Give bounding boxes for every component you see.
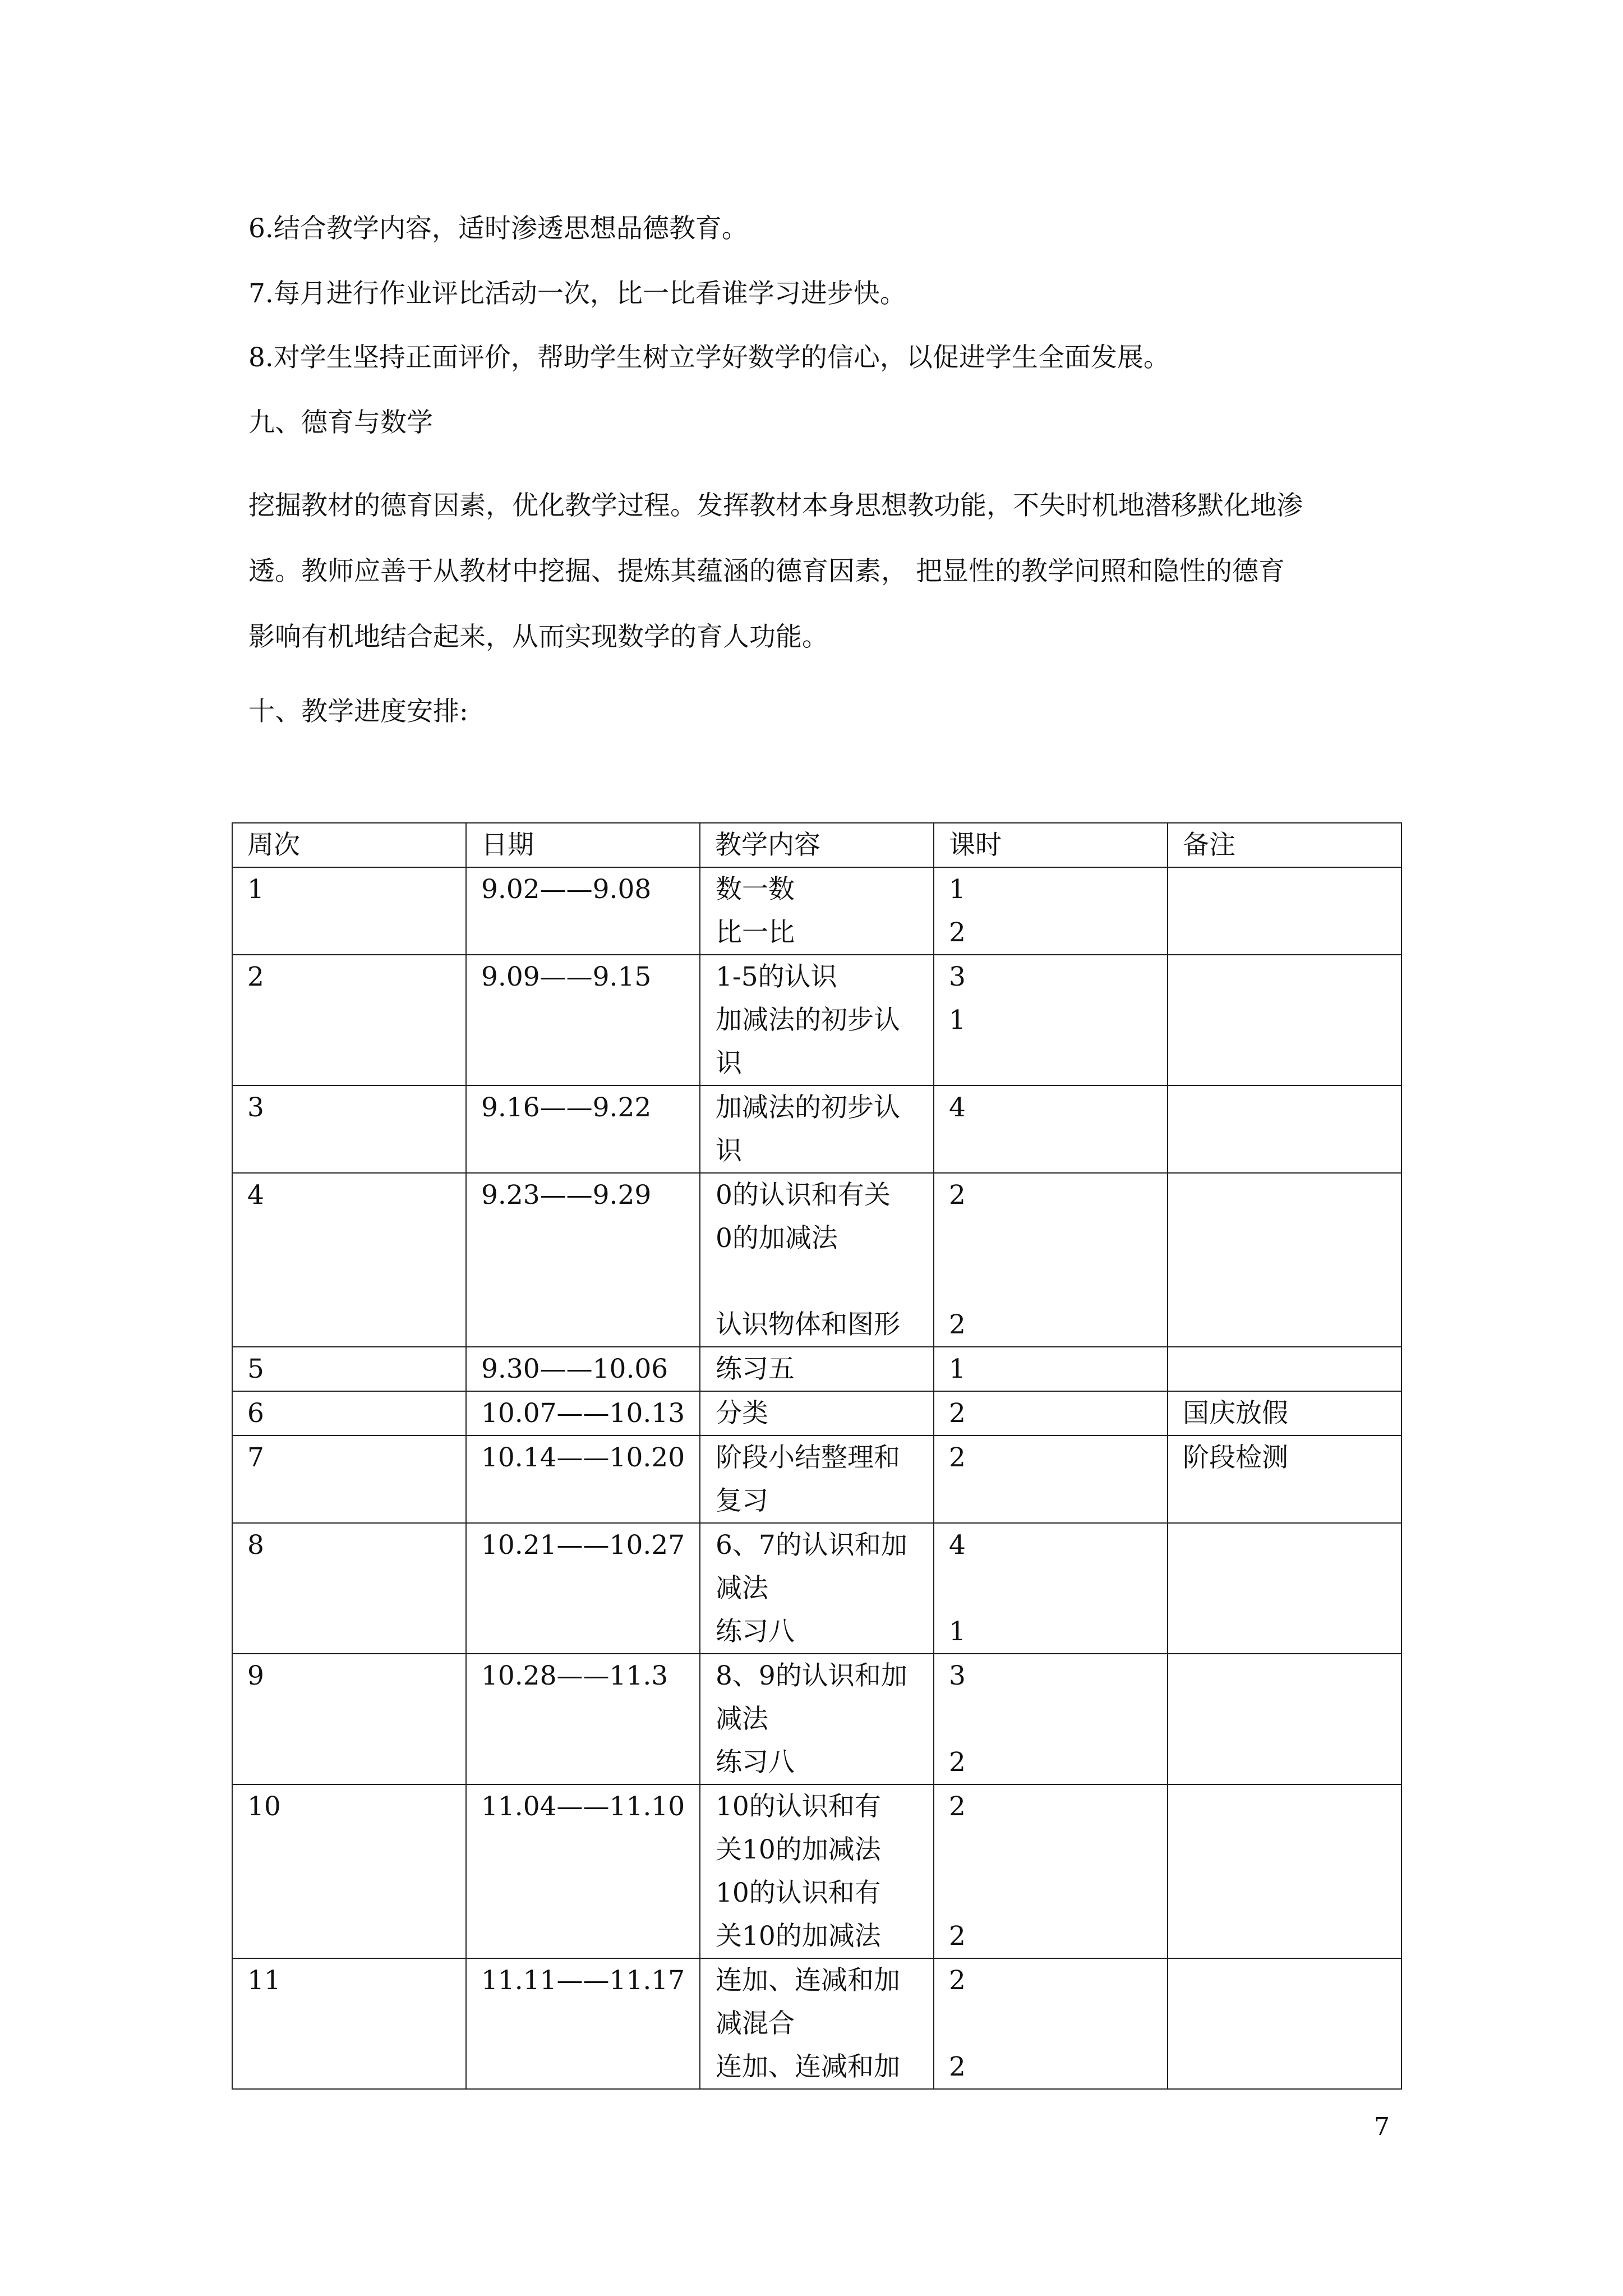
table-row xyxy=(232,1173,1401,1347)
content-line: 减法 xyxy=(716,1704,768,1734)
cell-date: 9.16——9.22 xyxy=(466,1085,700,1173)
content-line xyxy=(716,1260,926,1303)
cell-content xyxy=(700,1435,934,1523)
table-row xyxy=(232,1784,1401,1958)
content-line: 识 xyxy=(716,1135,742,1166)
page-number: 7 xyxy=(1374,2113,1390,2141)
hours-line xyxy=(949,2002,1167,2045)
cell-note xyxy=(1168,1085,1401,1173)
table-row xyxy=(232,1523,1401,1654)
item-7-text: 7.每月进行作业评比活动一次，比一比看谁学习进步快。 xyxy=(248,278,906,309)
content-line: 分类 xyxy=(716,1398,768,1429)
hours-line: 2 xyxy=(949,1442,966,1473)
cell-note xyxy=(1168,1784,1401,1958)
cell-week: 6 xyxy=(232,1391,466,1435)
cell-date: 10.14——10.20 xyxy=(466,1435,700,1523)
hours-line: 1 xyxy=(949,874,966,905)
item-8-text: 8.对学生坚持正面评价，帮助学生树立学好数学的信心，以促进学生全面发展。 xyxy=(248,342,1170,373)
header-hours: 课时 xyxy=(934,823,1168,867)
cell-note xyxy=(1168,955,1401,1085)
cell-week: 2 xyxy=(232,955,466,1085)
schedule-body xyxy=(232,867,1401,2089)
cell-content xyxy=(700,1347,934,1391)
content-line: 10的认识和有 xyxy=(716,1878,881,1908)
cell-hours xyxy=(934,1958,1168,2089)
cell-hours xyxy=(934,1784,1168,1958)
section-9-body xyxy=(248,473,1381,670)
cell-note xyxy=(1168,1523,1401,1654)
section-9-heading: 九、德育与数学 xyxy=(248,407,433,438)
header-note: 备注 xyxy=(1168,823,1401,867)
content-line: 练习五 xyxy=(716,1354,795,1384)
cell-hours xyxy=(934,1347,1168,1391)
header-date: 日期 xyxy=(466,823,700,867)
cell-week: 9 xyxy=(232,1654,466,1784)
cell-hours xyxy=(934,1391,1168,1435)
cell-content xyxy=(700,1784,934,1958)
hours-line: 2 xyxy=(949,1921,966,1952)
hours-line: 2 xyxy=(949,917,966,948)
cell-week: 1 xyxy=(232,867,466,955)
cell-week: 3 xyxy=(232,1085,466,1173)
content-line: 减法 xyxy=(716,1573,768,1604)
cell-date: 9.09——9.15 xyxy=(466,955,700,1085)
cell-hours xyxy=(934,1523,1168,1654)
content-line: 1-5的认识 xyxy=(716,961,837,992)
section-10-heading: 十、教学进度安排: xyxy=(248,696,468,727)
cell-hours xyxy=(934,1085,1168,1173)
table-row xyxy=(232,1654,1401,1784)
cell-week: 7 xyxy=(232,1435,466,1523)
cell-note xyxy=(1168,1654,1401,1784)
hours-line: 2 xyxy=(949,1309,966,1340)
hours-line: 2 xyxy=(949,1791,966,1822)
hours-line: 3 xyxy=(949,1660,966,1691)
cell-date: 11.04——11.10 xyxy=(466,1784,700,1958)
content-line: 比一比 xyxy=(716,917,795,948)
hours-line: 1 xyxy=(949,1616,966,1647)
hours-line: 3 xyxy=(949,961,966,992)
cell-content xyxy=(700,1391,934,1435)
header-content: 教学内容 xyxy=(700,823,934,867)
content-line: 0的认识和有关 xyxy=(716,1180,891,1211)
content-line: 阶段小结整理和 xyxy=(716,1442,900,1473)
cell-note: 国庆放假 xyxy=(1168,1391,1401,1435)
hours-line: 2 xyxy=(949,2051,966,2082)
hours-line: 4 xyxy=(949,1092,966,1123)
hours-line: 4 xyxy=(949,1530,966,1561)
cell-week: 10 xyxy=(232,1784,466,1958)
hours-line: 1 xyxy=(949,1005,966,1036)
hours-line xyxy=(949,1828,1167,1871)
content-line: 练习八 xyxy=(716,1616,795,1647)
section-9-line: 挖掘教材的德育因素，优化教学过程。发挥教材本身思想教功能，不失时机地潜移默化地渗 xyxy=(248,490,1303,521)
table-row xyxy=(232,1435,1401,1523)
content-line: 识 xyxy=(716,1048,742,1079)
content-line: 0的加减法 xyxy=(716,1223,838,1254)
cell-date: 10.21——10.27 xyxy=(466,1523,700,1654)
cell-content xyxy=(700,1085,934,1173)
table-row xyxy=(232,1347,1401,1391)
cell-hours xyxy=(934,867,1168,955)
hours-line: 2 xyxy=(949,1747,966,1778)
cell-date: 10.28——11.3 xyxy=(466,1654,700,1784)
content-line: 复习 xyxy=(716,1485,768,1516)
table-row xyxy=(232,1958,1401,2089)
cell-note xyxy=(1168,1347,1401,1391)
cell-week: 5 xyxy=(232,1347,466,1391)
content-line: 练习八 xyxy=(716,1747,795,1778)
header-week: 周次 xyxy=(232,823,466,867)
content-line: 关10的加减法 xyxy=(716,1921,881,1952)
cell-content xyxy=(700,1958,934,2089)
cell-content xyxy=(700,867,934,955)
table-header-row xyxy=(232,823,1401,867)
section-9-line: 影响有机地结合起来，从而实现数学的育人功能。 xyxy=(248,622,828,652)
table-row xyxy=(232,1085,1401,1173)
hours-line: 2 xyxy=(949,1398,966,1429)
hours-line xyxy=(949,1260,1167,1303)
content-line: 连加、连减和加 xyxy=(716,1965,900,1996)
schedule-table xyxy=(232,822,1402,2090)
table-row xyxy=(232,955,1401,1085)
cell-note xyxy=(1168,1958,1401,2089)
hours-line xyxy=(949,1567,1167,1610)
hours-line: 1 xyxy=(949,1354,966,1384)
item-6-text: 6.结合教学内容，适时渗透思想品德教育。 xyxy=(248,213,748,244)
cell-content xyxy=(700,1654,934,1784)
cell-hours xyxy=(934,1173,1168,1347)
cell-content xyxy=(700,955,934,1085)
content-line: 8、9的认识和加 xyxy=(716,1660,907,1691)
hours-line xyxy=(949,1129,1167,1172)
content-line: 6、7的认识和加 xyxy=(716,1530,907,1561)
table-row xyxy=(232,1391,1401,1435)
hours-line xyxy=(949,1042,1167,1085)
table-row xyxy=(232,867,1401,955)
section-9-line: 透。教师应善于从教材中挖掘、提炼其蕴涵的德育因素， 把显性的教学问照和隐性的德育 xyxy=(248,556,1285,587)
cell-week: 11 xyxy=(232,1958,466,2089)
hours-line: 2 xyxy=(949,1965,966,1996)
hours-line: 2 xyxy=(949,1180,966,1211)
hours-line xyxy=(949,1871,1167,1915)
cell-date: 11.11——11.17 xyxy=(466,1958,700,2089)
content-line: 连加、连减和加 xyxy=(716,2051,900,2082)
content-line: 数一数 xyxy=(716,874,795,905)
content-line: 10的认识和有 xyxy=(716,1791,881,1822)
cell-hours xyxy=(934,955,1168,1085)
cell-note xyxy=(1168,1173,1401,1347)
cell-hours xyxy=(934,1654,1168,1784)
content-line: 关10的加减法 xyxy=(716,1834,881,1865)
cell-week: 4 xyxy=(232,1173,466,1347)
cell-date: 9.23——9.29 xyxy=(466,1173,700,1347)
content-line: 认识物体和图形 xyxy=(716,1309,900,1340)
content-line: 加减法的初步认 xyxy=(716,1005,900,1036)
hours-line xyxy=(949,1697,1167,1741)
content-line: 减混合 xyxy=(716,2008,795,2039)
cell-content xyxy=(700,1523,934,1654)
content-line: 加减法的初步认 xyxy=(716,1092,900,1123)
cell-date: 9.02——9.08 xyxy=(466,867,700,955)
cell-week: 8 xyxy=(232,1523,466,1654)
hours-line xyxy=(949,1217,1167,1260)
cell-note xyxy=(1168,867,1401,955)
cell-hours xyxy=(934,1435,1168,1523)
cell-note: 阶段检测 xyxy=(1168,1435,1401,1523)
cell-content xyxy=(700,1173,934,1347)
hours-line xyxy=(949,1479,1167,1522)
cell-date: 10.07——10.13 xyxy=(466,1391,700,1435)
cell-date: 9.30——10.06 xyxy=(466,1347,700,1391)
